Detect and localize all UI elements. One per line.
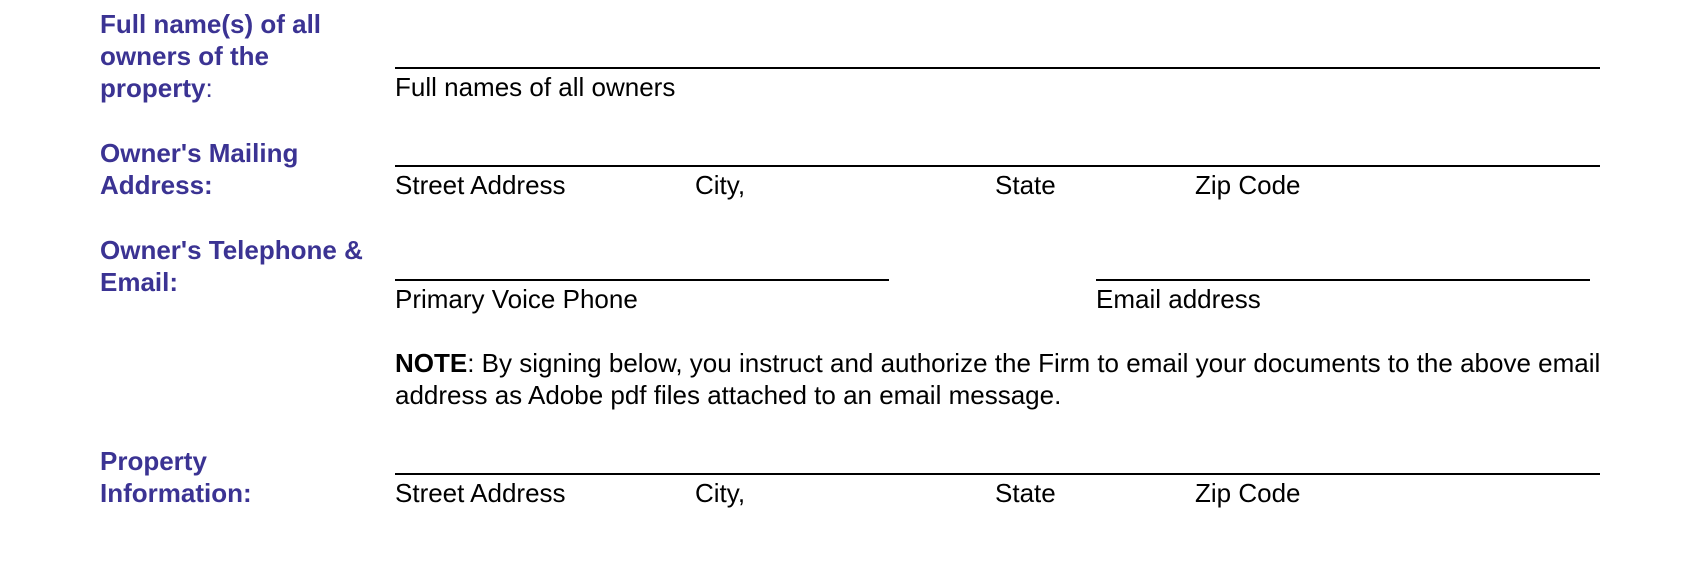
- mailing-address-label: Owner's Mailing Address:: [100, 138, 299, 200]
- mailing-state-caption: State: [995, 170, 1056, 200]
- phone-line[interactable]: [395, 279, 889, 281]
- property-address-line[interactable]: [395, 473, 1600, 475]
- phone-caption: Primary Voice Phone: [395, 284, 638, 314]
- mailing-street-caption: Street Address: [395, 170, 566, 200]
- property-state-caption: State: [995, 478, 1056, 508]
- note-text: : By signing below, you instruct and authorize the Firm to email your documents to the above email address as Adobe pdf files attached to an email message.: [395, 348, 1601, 410]
- note-lead: NOTE: [395, 348, 468, 378]
- property-street-caption: Street Address: [395, 478, 566, 508]
- property-city-caption: City,: [695, 478, 746, 508]
- owners-label: [100, 8, 350, 104]
- mailing-city-caption: City,: [695, 170, 746, 200]
- email-authorization-note: [395, 347, 1615, 411]
- mailing-zip-caption: Zip Code: [1195, 170, 1301, 200]
- contact-label: Owner's Telephone & Email:: [100, 235, 363, 297]
- owners-name-line[interactable]: [395, 67, 1600, 69]
- owners-label-colon: :: [205, 73, 213, 103]
- property-information-label: Property Information:: [100, 446, 252, 508]
- mailing-address-line[interactable]: [395, 165, 1600, 167]
- property-zip-caption: Zip Code: [1195, 478, 1301, 508]
- email-caption: Email address: [1096, 284, 1261, 314]
- email-line[interactable]: [1096, 279, 1590, 281]
- owners-label-text: Full name(s) of all owners of the property: [100, 9, 322, 103]
- owners-name-caption: Full names of all owners: [395, 72, 676, 102]
